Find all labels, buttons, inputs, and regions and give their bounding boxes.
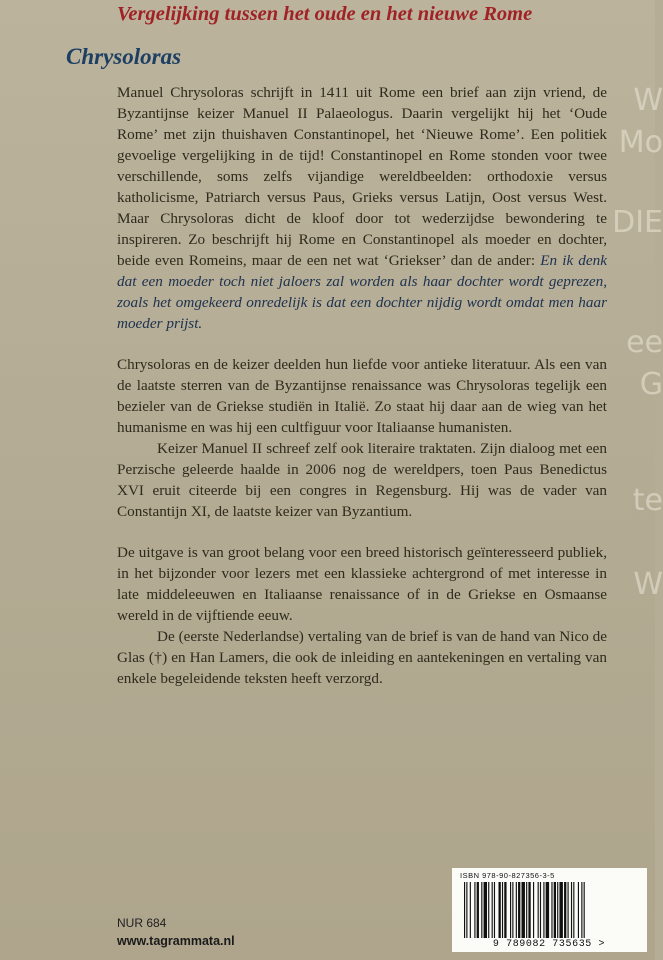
series-title: Vergelijking tussen het oude en het nieuwe Rome [117, 3, 533, 25]
isbn-label: ISBN 978-90-827356-3-5 [460, 871, 555, 880]
barcode-bar [571, 882, 572, 938]
barcode-bar [528, 882, 530, 938]
barcode-bar [573, 882, 574, 938]
barcode-bar [494, 882, 495, 938]
barcode-bar [581, 882, 582, 938]
barcode-bar [554, 882, 556, 938]
page-heading: Chrysoloras [66, 44, 182, 69]
barcode [452, 868, 647, 952]
barcode-bar [512, 882, 513, 938]
watermark-letter: ee [626, 325, 663, 360]
barcode-bar [502, 882, 503, 938]
barcode-bar [510, 882, 511, 938]
barcode-bar [477, 882, 479, 938]
watermark-letter: G [639, 367, 663, 402]
watermark-letter: W [633, 83, 663, 118]
barcode-bar [538, 882, 539, 938]
blurb [117, 82, 607, 709]
barcode-bar [551, 882, 552, 938]
barcode-bar [518, 882, 520, 938]
barcode-bar [481, 882, 482, 938]
barcode-bar [474, 882, 475, 938]
barcode-bar [522, 882, 525, 938]
barcode-bar [559, 882, 562, 938]
watermark-letter: W [633, 567, 663, 602]
website-link[interactable]: www.tagrammata.nl [117, 934, 235, 948]
barcode-bar [578, 882, 579, 938]
barcode-bar [564, 882, 566, 938]
barcode-bar [492, 882, 493, 938]
ean-number: 9 789082 735635 > [492, 939, 606, 950]
barcode-bar [568, 882, 569, 938]
barcode-bar [526, 882, 527, 938]
quote: En ik denk dat een moeder toch niet jaloers zal worden als haar dochter wordt geprezen, zoals het omgekeerd onredelijk is dat een dochter nijdig wordt omdat men haar moeder prijst. [117, 252, 607, 332]
barcode-bar [516, 882, 517, 938]
paragraph-translation: De (eerste Nederlandse) vertaling van de brief is van de hand van Nico de Glas (†) en Han Lamers, die ook de inleiding en aantekeningen en vertaling van enkele begeleidende teksten heeft verzorgd. [117, 628, 607, 687]
paragraph-intro [117, 82, 607, 334]
intro-text: Manuel Chrysoloras schrijft in 1411 uit Rome een brief aan zijn vriend, de Byzantijnse keizer Manuel II Palaeologus. Daarin vergelijkt hij het ‘Oude Rome’ met zijn thuishaven Constantinopel, het ‘Nieuwe Rome’. Een politiek gevoelige vergelijking in de tijd! Constantinopel en Rome stonden voor twee verschillende, soms zelfs vijandige wereldbeelden: orthodoxie versus katholicisme, Patriarch versus Paus, Grieks versus Latijn, Oost versus West. Maar Chrysoloras dicht de kloof door tot wederzijdse bewondering te inspireren. Zo beschrijft hij Rome en Constantinopel als moeder en dochter, beide even Romeins, maar de een net wat ‘Griekser’ dan de ander: [117, 84, 607, 269]
barcode-bar [557, 882, 558, 938]
watermark-letter: Mo [618, 125, 663, 160]
barcode-bar [499, 882, 501, 938]
barcode-bar [484, 882, 487, 938]
barcode-bar [540, 882, 541, 938]
paragraph-audience: De uitgave is van groot belang voor een breed historisch geïnteresseerd publiek, in het bijzonder voor lezers met een klassieke achtergrond of met interesse in late middeleeuwen en Italiaanse renaissance of in de Griekse en Osmaanse wereld in de vijftiende eeuw. [117, 544, 607, 624]
barcode-bar [488, 882, 489, 938]
paragraph-literature: Chrysoloras en de keizer deelden hun liefde voor antieke literatuur. Als een van de laatste sterren van de Byzantijnse renaissance was Chrysoloras tegelijk een bezieler van de Griekse studiën in Italië. Zo staat hij daar aan de wieg van het humanisme en was hij een cultfiguur voor Italiaanse humanisten. [117, 356, 607, 436]
paragraph-emperor: Keizer Manuel II schreef zelf ook literaire traktaten. Zijn dialoog met een Perzische geleerde haalde in 2006 nog de wereldpers, toen Paus Benedictus XVI eruit citeerde bij een congres in Regensburg. Hij was de vader van Constantijn XI, de laatste keizer van Byzantium. [117, 440, 607, 520]
barcode-bar [584, 882, 585, 938]
watermark-letter: DIE [612, 205, 663, 240]
barcode-bar [470, 882, 471, 938]
barcode-bar [533, 882, 534, 938]
barcode-bar [543, 882, 544, 938]
barcode-bars [460, 882, 640, 940]
barcode-bar [466, 882, 467, 938]
watermark-letter: te [632, 483, 663, 518]
nur-code: NUR 684 [117, 916, 167, 930]
barcode-bar [464, 882, 465, 938]
barcode-bar [504, 882, 506, 938]
barcode-bar [546, 882, 549, 938]
